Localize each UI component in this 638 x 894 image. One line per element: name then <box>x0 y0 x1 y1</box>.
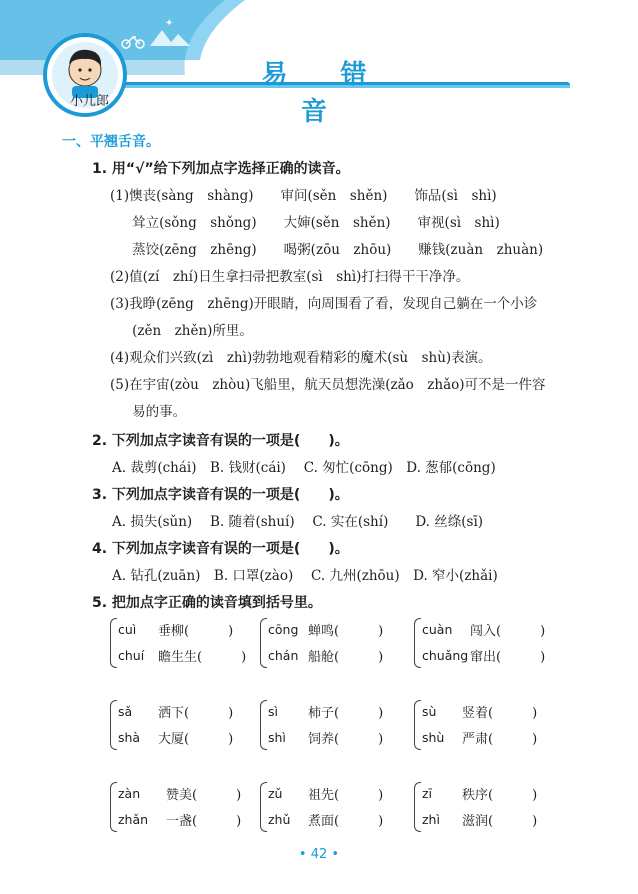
pinyin-group: sǎ 洒下 ( ) shà 大厦 ( ) <box>118 698 233 750</box>
word: 闯入 <box>470 623 497 639</box>
word: 瞻生生 <box>158 649 198 665</box>
pinyin: chán <box>268 647 299 663</box>
question-3-title: 3. 下列加点字读音有误的一项是( )。 <box>92 487 349 503</box>
pinyin-group: sù 竖着 ( ) shù 严肃 ( ) <box>422 698 537 750</box>
question-4-title: 4. 下列加点字读音有误的一项是( )。 <box>92 541 349 557</box>
pinyin: chuí <box>118 647 145 663</box>
pinyin: zǔ <box>268 785 283 801</box>
word: 一盏 <box>166 813 193 829</box>
pinyin: zhǔ <box>268 811 291 827</box>
pinyin: cuì <box>118 621 137 637</box>
word: 蝉鸣 <box>308 623 335 639</box>
svg-text:✦: ✦ <box>165 18 174 29</box>
question-2-title: 2. 下列加点字读音有误的一项是( )。 <box>92 433 349 449</box>
page-title: 易 错 音 <box>261 60 389 127</box>
q1-line: (zěn zhěn)所里。 <box>110 323 253 339</box>
word: 洒下 <box>158 705 185 721</box>
pinyin: cuàn <box>422 621 453 637</box>
question-4-options: A. 钻孔(zuān) B. 口罩(zào) C. 九州(zhōu) D. 窄小(zhǎi) <box>112 568 498 584</box>
pinyin: chuǎng <box>422 647 469 663</box>
q1-line: (2)值(zí zhí)日生拿扫帚把教室(sì shì)打扫得干干净净。 <box>110 269 470 285</box>
word: 大厦 <box>158 731 185 747</box>
word: 秩序 <box>462 787 489 803</box>
pinyin-group: zàn 赞美 ( ) zhǎn 一盏 ( ) <box>118 780 241 832</box>
pinyin-group: zǔ 祖先 ( ) zhǔ 煮面 ( ) <box>268 780 383 832</box>
pinyin-group: zī 秩序 ( ) zhì 滋润 ( ) <box>422 780 537 832</box>
q1-line: (3)我睁(zēng zhēng)开眼睛，向周围看了看，发现自己躺在一个小诊 <box>110 296 538 312</box>
word: 严肃 <box>462 731 489 747</box>
pinyin: zàn <box>118 785 141 801</box>
pinyin: zhì <box>422 811 440 827</box>
pinyin: zhǎn <box>118 811 149 827</box>
pinyin: shù <box>422 729 445 745</box>
mascot-label: 小儿郎 <box>70 94 110 109</box>
pinyin: shì <box>268 729 286 745</box>
pinyin-group: cuì 垂柳 ( ) chuí 瞻生生 ( ) <box>118 616 246 668</box>
pinyin: cōng <box>268 621 299 637</box>
section-title: 一、平翘舌音。 <box>62 134 160 150</box>
pinyin: zī <box>422 785 433 801</box>
question-3-options: A. 损失(sǔn) B. 随着(shuí) C. 实在(shí) D. 丝绦(sī) <box>112 514 484 530</box>
word: 竖着 <box>462 705 489 721</box>
question-5-title: 5. 把加点字正确的读音填到括号里。 <box>92 595 322 611</box>
question-1-title: 1. 用“√”给下列加点字选择正确的读音。 <box>92 161 350 177</box>
word: 赞美 <box>166 787 193 803</box>
q1-line: 耸立(sǒng shǒng) 大婶(sěn shěn) 审视(sì shì) <box>110 215 500 231</box>
pinyin: shà <box>118 729 141 745</box>
word: 垂柳 <box>158 623 185 639</box>
q1-line: (4)观众们兴致(zì zhì)勃勃地观看精彩的魔术(sù shù)表演。 <box>110 350 492 366</box>
pinyin: sì <box>268 703 278 719</box>
word: 煮面 <box>308 813 335 829</box>
pinyin: sù <box>422 703 437 719</box>
word: 船舱 <box>308 649 335 665</box>
question-2-options: A. 裁剪(chái) B. 钱财(cái) C. 匆忙(cōng) D. 葱郁(cōng) <box>112 460 496 476</box>
q1-line: (1)懊丧(sàng shàng) 审问(sěn shěn) 饰品(sì shì) <box>110 188 497 204</box>
pinyin-group: sì 柿子 ( ) shì 饲养 ( ) <box>268 698 383 750</box>
pinyin-group: cuàn 闯入 ( ) chuǎng 窜出 ( ) <box>422 616 545 668</box>
pinyin: sǎ <box>118 703 133 719</box>
q1-line: 易的事。 <box>110 404 187 420</box>
q1-line: 蒸饺(zēng zhēng) 喝粥(zōu zhōu) 赚钱(zuàn zhuàn) <box>110 242 544 258</box>
word: 窜出 <box>470 649 497 665</box>
q1-line: (5)在宇宙(zòu zhòu)飞船里，航天员想洗澡(zǎo zhǎo)可不是一件容 <box>110 377 546 393</box>
word: 滋润 <box>462 813 489 829</box>
word: 柿子 <box>308 705 335 721</box>
word: 饲养 <box>308 731 335 747</box>
page-number: • 42 • <box>298 847 340 862</box>
word: 祖先 <box>308 787 335 803</box>
pinyin-group: cōng 蝉鸣 ( ) chán 船舱 ( ) <box>268 616 383 668</box>
